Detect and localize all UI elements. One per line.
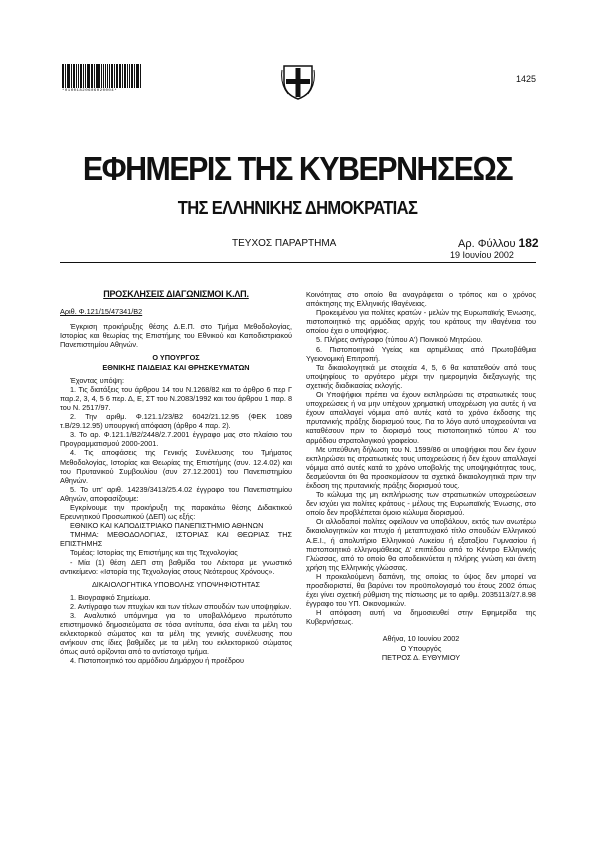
signature-role: Ο Υπουργός <box>400 643 442 653</box>
page-number: 1425 <box>516 74 537 84</box>
department-name: ΤΜΗΜΑ: ΜΕΘΟΔΟΛΟΓΙΑΣ, ΙΣΤΟΡΙΑΣ ΚΑΙ ΘΕΩΡΙΑΣ ΤΗΣ ΕΠΙΣΤΗΜΗΣ <box>60 530 292 549</box>
barcode-bar <box>87 64 88 88</box>
barcode-bar <box>122 64 123 88</box>
position-description: - Μία (1) θέση ΔΕΠ στη βαθμίδα του Λέκτορα με γνωστικό αντικείμενο: «Ιστορία της Τεχνολογίας στους Νεότερους Χρόνους». <box>60 557 292 576</box>
paragraph: Οι Υποψήφιοι πρέπει να έχουν εκπληρώσει τις στρατιωτικές τους υποχρεώσεις ή να μην υπέχουν χρηματική υποχρέωση για αυτές ή να έχουν απαλλαγεί νόμιμα από αυτές κατά το χρόνο έκδοσης της πρυτανικής πράξης διορισμού τους. Για το λόγο αυτό υποχρεούνται να καταθέσουν πριν το διορισμό τους πιστοποιητικό τύπου Α' του αρμόδιου στρατολογικού γραφείου. <box>306 390 536 445</box>
barcode-bar <box>71 64 72 88</box>
barcode-bar <box>140 64 141 88</box>
barcode-bar <box>67 64 68 88</box>
document-item: 3. Αναλυτικό υπόμνημα για το υποβαλλόμενο πρωτότυπο επιστημονικό δημοσιεύματα σε τόσα αντίτυπα, όσα είναι τα μέλη του εκλεκτορικού σώματος και τα μέλη της γενικής συνέλευσης που ανήκουν στις ίδιες βαθμίδες με τα μέλη του εκλεκτορικού σώματος όπως αυτό ορίζονται από το αντίστοιχο τμήμα. <box>60 611 292 657</box>
continued-text: Κοινότητας στο οποίο θα αναγράφεται ο τρόπος και ο χρόνος απόκτησης της Ελληνικής Ιθαγένειας. <box>306 290 536 309</box>
signature-name: ΠΕΤΡΟΣ Δ. ΕΥΘΥΜΙΟΥ <box>381 652 461 662</box>
considering-label: Έχοντας υπόψη: <box>70 375 124 385</box>
paragraph: Το κώλυμα της μη εκπλήρωσης των στρατιωτικών υποχρεώσεων δεν ισχύει για πολίτες κράτους - μέλους της Ευρωπαϊκής Ένωσης, στο οποίο δεν προβλέπεται όμοιο κώλυμα διορισμού. <box>306 490 536 518</box>
issue-sheet-number <box>458 236 539 250</box>
barcode-bar <box>65 64 66 88</box>
newspaper-masthead: ΕΦΗΜΕΡΙΣ ΤΗΣ ΚΥΒΕΡΝΗΣΕΩΣ <box>82 150 513 187</box>
barcode-bar <box>78 64 79 88</box>
barcode-number: *01001820606020004* <box>62 89 118 93</box>
decision-reference: Αριθ. Φ.121/15/47341/Β2 <box>60 307 143 317</box>
barcode-bar <box>62 64 64 88</box>
barcode-bar <box>127 64 128 88</box>
left-column <box>60 290 292 666</box>
document-item: 4. Πιστοποιητικό του αρμόδιου Δημάρχου ή προέδρου <box>70 656 244 666</box>
right-column <box>306 290 536 662</box>
barcode-bar <box>129 64 130 88</box>
barcode-bar <box>137 64 139 88</box>
barcode-bar <box>68 64 70 88</box>
barcode-bar <box>109 64 110 88</box>
barcode-bar <box>91 64 93 88</box>
newspaper-subtitle: ΤΗΣ ΕΛΛΗΝΙΚΗΣ ΔΗΜΟΚΡΑΤΙΑΣ <box>177 198 418 218</box>
section-title: ΠΡΟΣΚΛΗΣΕΙΣ ΔΙΑΓΩΝΙΣΜΟΙ Κ.ΛΠ. <box>103 289 249 299</box>
signature-date: Αθήνα, 10 Ιουνίου 2002 <box>382 634 460 644</box>
barcode-bar <box>134 64 135 88</box>
considering-item: 3. Το αρ. Φ.121.1/Β2/2448/2.7.2001 έγγραφο μας στο πλαίσιο του Προγραμματισμού 2000-2001. <box>60 430 292 449</box>
barcode-bar <box>85 64 86 88</box>
considering-item: 4. Τις αποφάσεις της Γενικής Συνέλευσης του Τμήματος Μεθοδολογίας, Ιστορίας και Θεωρίας της Επιστήμης (συν. 12.4.02) και του Πρυτανικού Συμβουλίου (συν 27.12.2001) του Πανεπιστημίου Αθηνών. <box>60 448 292 485</box>
barcode-bar <box>101 64 102 88</box>
barcode-bar <box>119 64 121 88</box>
considering-item: 1. Τις διατάξεις του άρθρου 14 του Ν.1268/82 και το άρθρο 6 περ Γ παρ.2, 3, 4, 5 6 περ. Δ, Ε, ΣΤ του Ν.2083/1992 και του άρθρου 1 παρ. 8 του Ν. 2517/97. <box>60 384 292 412</box>
barcode-bar <box>111 64 113 88</box>
document-item: 2. Αντίγραφο των πτυχίων και των τίτλων σπουδών των υποψηφίων. <box>70 601 292 611</box>
header-divider <box>60 262 536 263</box>
considering-item: 5. Το υπ' αριθ. 14239/3413/25.4.02 έγγραφο του Πανεπιστημίου Αθηνών, αποφασίζουμε: <box>60 484 292 503</box>
barcode-bar <box>96 64 97 88</box>
barcode-bar <box>83 64 84 88</box>
approval-text: Εγκρίνουμε την προκήρυξη της παρακάτω θέσης Διδακτικού Ερευνητικού Προσωπικού (ΔΕΠ) ως εξής: <box>60 502 292 522</box>
document-item: 1. Βιογραφικό Σημείωμα. <box>70 592 151 602</box>
barcode-bar <box>116 64 117 88</box>
sector-name: Τομέας: Ιστορίας της Επιστήμης και της Τεχνολογίας <box>70 548 238 558</box>
sheet-label: Αρ. Φύλλου <box>458 238 516 250</box>
paragraph: Η απόφαση αυτή να δημοσιευθεί στην Εφημερίδα της Κυβερνήσεως. <box>306 608 536 627</box>
decision-subject: Έγκριση προκήρυξης θέσης Δ.Ε.Π. στο Τμήμα Μεθοδολογίας, Ιστορίας και θεωρίας της Επιστήμης του Εθνικού και Καποδιστριακού Πανεπιστημίου Αθηνών. <box>60 322 292 350</box>
barcode-bar <box>105 64 107 88</box>
barcode-bar <box>97 64 100 88</box>
minister-title: Ο ΥΠΟΥΡΓΟΣ <box>152 353 200 363</box>
barcode-bar <box>124 64 127 88</box>
eu-citizens-text: Προκειμένου για πολίτες κρατών - μελών της Ευρωπαϊκής Ένωσης, πιστοποιητικό της αρμόδιας αρχής του κράτους την ιθαγένεια του οποίου έχει ο υποψήφιος. <box>306 308 536 336</box>
issue-date: 19 Ιουνίου 2002 <box>450 250 514 260</box>
sheet-number: 182 <box>518 236 539 250</box>
paragraph: Οι αλλοδαποί πολίτες οφείλουν να υποβάλουν, εκτός των ανωτέρω δικαιολογητικών και πτυχίο ή μεταπτυχιακό τίτλο σπουδών Ελληνικού Α.Ε.Ι., ή απολυτήριο Ελληνικού Λυκείου ή εξαταξίου Γυμνασίου ή πιστοποιητικό ελληνομάθειας Δ' επιπέδου από το Κέντρο Ελληνικής Γλώσσας, από το οποίο θα αποδεικνύεται η πλήρης γνώση και άνετη χρήση της Ελληνικής γλώσσας. <box>306 517 536 572</box>
barcode-bar <box>136 64 137 88</box>
barcode-bar <box>76 64 77 88</box>
barcode-bar <box>80 64 82 88</box>
barcode-bar <box>103 64 104 88</box>
barcode <box>62 64 142 88</box>
document-item: 5. Πλήρες αντίγραφο (τύπου Α') Ποινικού Μητρώου. <box>316 335 483 345</box>
barcode-bar <box>94 64 95 88</box>
barcode-bar <box>131 64 133 88</box>
considering-item: 2. Την αριθμ. Φ.121.1/23/Β2 6042/21.12.95 (ΦΕΚ 1089 τ.Β/29.12.95) υπουργική απόφαση (άρθρο 4 παρ. 2). <box>60 412 292 431</box>
document-item: 6. Πιστοποιητικό Υγείας και αρτιμέλειας από Πρωτοβάθμια Υγειονομική Επιτροπή. <box>306 344 536 363</box>
university-name: ΕΘΝΙΚΟ ΚΑΙ ΚΑΠΟΔΙΣΤΡΙΑΚΟ ΠΑΝΕΠΙΣΤΗΜΙΟ ΑΘΗΝΩΝ <box>70 521 264 531</box>
ministry-name: ΕΘΝΙΚΗΣ ΠΑΙΔΕΙΑΣ ΚΑΙ ΘΡΗΣΚΕΥΜΑΤΩΝ <box>102 362 250 372</box>
paragraph: Τα δικαιολογητικά με στοιχεία 4, 5, 6 θα κατατεθούν από τους υποψηφίους το αργότερο μέχρι την ημερομηνία διεξαγωγής της σχετικής διαδικασίας εκλογής. <box>306 362 536 390</box>
paragraph: Με υπεύθυνη δήλωση του Ν. 1599/86 οι υποψήφιοι που δεν έχουν εκπληρώσει τις στρατιωτικές τους υποχρεώσεις ή δεν έχουν απαλλαγεί νόμιμα από αυτές κατά το χρόνο υποβολής της υποψηφιότητας τους, δεσμεύονται ότι θα προσκομίσουν τα σχετικά δικαιολογητικά πριν την έκδοση της πρυτανικής πράξης διορισμού τους. <box>306 444 536 490</box>
documents-title: ΔΙΚΑΙΟΛΟΓΗΤΙΚΑ ΥΠΟΒΟΛΗΣ ΥΠΟΨΗΦΙΟΤΗΤΑΣ <box>91 579 261 589</box>
barcode-bar <box>107 64 108 88</box>
barcode-bar <box>73 64 76 88</box>
greek-coat-of-arms-icon <box>280 60 316 100</box>
paragraph: Η προκαλούμενη δαπάνη, της οποίας το ύψος δεν μπορεί να προσδιοριστεί, θα βαρύνει τον προϋπολογισμό του έτους 2002 όπως έχει γίνει σχετική ρύθμιση της πίστωσης με το αριθμ. 2035113/27.8.98 έγγραφο του ΥΠ. Οικονομικών. <box>306 571 536 609</box>
barcode-bar <box>88 64 90 88</box>
issue-series: ΤΕΥΧΟΣ ΠΑΡΑΡΤΗΜΑ <box>232 238 337 249</box>
barcode-bar <box>117 64 118 88</box>
barcode-bar <box>114 64 115 88</box>
